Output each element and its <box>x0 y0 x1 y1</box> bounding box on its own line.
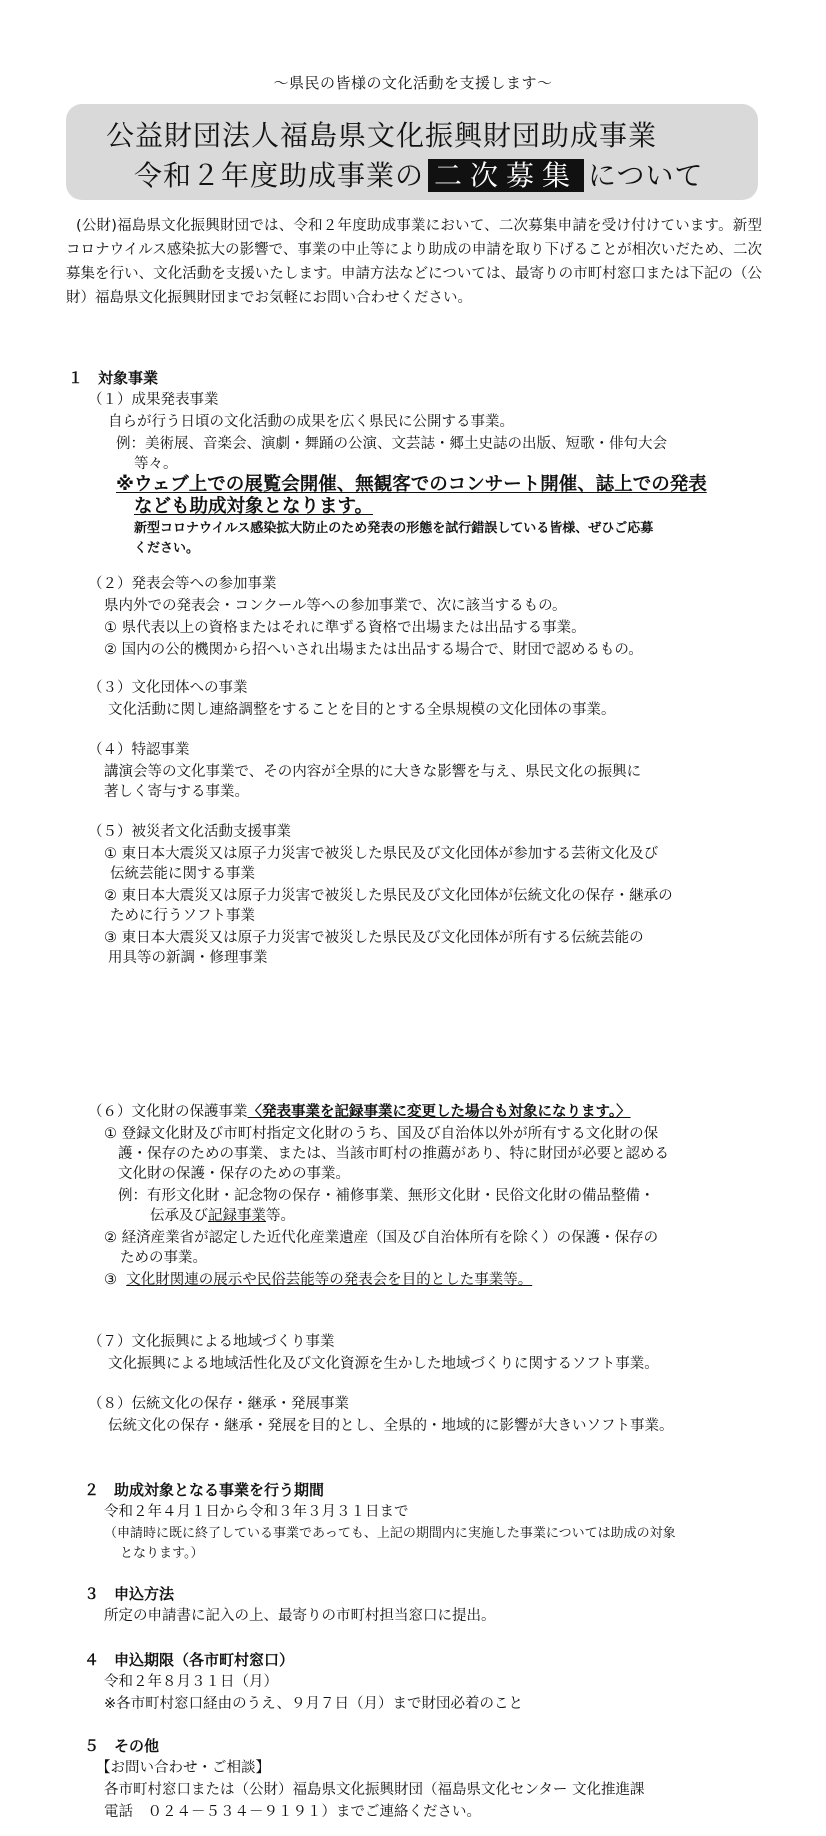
section-3-heading: ３ 申込方法 <box>84 1585 175 1603</box>
title-banner <box>66 104 758 200</box>
section-1-heading: １ 対象事業 <box>68 369 159 387</box>
item-5-sub-3: ③ 東日本大震災又は原子力災害で被災した県民及び文化団体が所有する伝統芸能の <box>104 930 644 946</box>
item-1-heading: （１）成果発表事業 <box>88 392 219 408</box>
title-line-1: 公益財団法人福島県文化振興財団助成事業 <box>106 119 658 152</box>
item-6-sub-1: ① 登録文化財及び市町村指定文化財のうち、国及び自治体以外が所有する文化財の保 <box>104 1126 659 1142</box>
item-6-sub-1-cont2: 文化財の保護・保存のための事業。 <box>118 1166 350 1182</box>
section-2-note-cont: となります。） <box>120 1546 204 1561</box>
item-5-heading: （５）被災者文化活動支援事業 <box>88 824 291 840</box>
item-6-example-underlined: 記録事業 <box>208 1208 266 1224</box>
section-2-note: （申請時に既に終了している事業であっても、上記の期間内に実施した事業については助成の対象 <box>104 1526 676 1541</box>
item-7-desc: 文化振興による地域活性化及び文化資源を生かした地域づくりに関するソフト事業。 <box>108 1356 659 1372</box>
item-2-heading: （２）発表会等への参加事業 <box>88 576 277 592</box>
item-4-desc-cont: 著しく寄与する事業。 <box>104 784 249 800</box>
item-5-sub-1-cont: 伝統芸能に関する事業 <box>110 866 255 882</box>
item-1-note: 新型コロナウイルス感染拡大防止のため発表の形態を試行錯誤している皆様、ぜひご応募 <box>134 521 654 536</box>
title-prefix: 令和２年度助成事業の <box>134 159 425 192</box>
item-2-desc: 県内外での発表会・コンクール等への参加事業で、次に該当するもの。 <box>104 598 567 614</box>
item-6-sub-3-text: 文化財関連の展示や民俗芸能等の発表会を目的とした事業等。 <box>126 1272 533 1288</box>
item-6-sub-3-number: ③ <box>104 1272 117 1288</box>
title-line-2 <box>134 154 703 194</box>
item-8-heading: （８）伝統文化の保存・継承・発展事業 <box>88 1396 349 1412</box>
section-4-heading: ４ 申込期限（各市町村窓口） <box>84 1651 295 1669</box>
item-1-note-cont: ください。 <box>134 541 200 556</box>
item-8-desc: 伝統文化の保存・継承・発展を目的とし、全県的・地域的に影響が大きいソフト事業。 <box>108 1418 674 1434</box>
item-4-heading: （４）特認事業 <box>88 742 190 758</box>
item-6-example-tail: 等。 <box>266 1208 295 1224</box>
item-1-desc: 自らが行う日頃の文化活動の成果を広く県民に公開する事業。 <box>108 414 514 430</box>
section-4-deadline: 令和２年８月３１日（月） <box>104 1674 278 1690</box>
item-6-sub-2-cont: ための事業。 <box>120 1250 207 1266</box>
item-2-sub-2: ② 国内の公的機関から招へいされ出場または出品する場合で、財団で認めるもの。 <box>104 642 643 658</box>
section-2-heading: ２ 助成対象となる事業を行う期間 <box>84 1481 325 1499</box>
item-3-heading: （３）文化団体への事業 <box>88 680 248 696</box>
title-suffix: について <box>588 159 704 192</box>
item-1-emphasis-cont: なども助成対象となります。 <box>134 496 374 517</box>
item-3-desc: 文化活動に関し連絡調整をすることを目的とする全県規模の文化団体の事業。 <box>108 702 616 718</box>
item-1-emphasis: ※ウェブ上での展覧会開催、無観客でのコンサート開催、誌上での発表 <box>116 474 707 495</box>
item-1-example: 例：美術展、音楽会、演劇・舞踊の公演、文芸誌・郷土史誌の出版、短歌・俳句大会 <box>116 436 667 452</box>
item-6-sub-3 <box>104 1270 532 1290</box>
item-7-heading: （７）文化振興による地域づくり事業 <box>88 1334 335 1350</box>
section-5-heading: ５ その他 <box>84 1737 160 1755</box>
contact-text: 各市町村窓口または（公財）福島県文化振興財団（福島県文化センター 文化推進課 <box>104 1782 645 1798</box>
contact-heading: 【お問い合わせ・ご相談】 <box>96 1760 270 1776</box>
item-6-example-cont <box>150 1206 295 1226</box>
item-6-heading-text: （６）文化財の保護事業 <box>88 1104 248 1120</box>
tagline: ～県民の皆様の文化活動を支援します～ <box>273 74 553 92</box>
item-6-example-plain: 伝承及び <box>150 1208 208 1224</box>
item-4-desc: 講演会等の文化事業で、その内容が全県的に大きな影響を与え、県民文化の振興に <box>104 764 642 780</box>
item-6-heading <box>88 1102 631 1122</box>
item-6-sub-1-cont: 護・保存のための事業、または、当該市町村の推薦があり、特に財団が必要と認める <box>118 1146 669 1162</box>
title-highlight-second-call: 二次募集 <box>428 159 584 192</box>
item-5-sub-3-cont: 用具等の新調・修理事業 <box>108 950 268 966</box>
item-6-heading-note: 〈発表事業を記録事業に変更した場合も対象になります。〉 <box>247 1104 631 1120</box>
contact-phone: 電話 ０２４－５３４－９１９１）までご連絡ください。 <box>104 1804 481 1820</box>
item-5-sub-2: ② 東日本大震災又は原子力災害で被災した県民及び文化団体が伝統文化の保存・継承の <box>104 888 673 904</box>
item-5-sub-2-cont: ために行うソフト事業 <box>110 908 255 924</box>
item-1-example-cont: 等々。 <box>134 456 178 472</box>
intro-paragraph: (公財)福島県文化振興財団では、令和２年度助成事業において、二次募集申請を受け付けています。新型コロナウイルス感染拡大の影響で、事業の中止等により助成の申請を取り下げることが相次いだため、二次募集を行い、文化活動を支援いたします。申請方法などについては、最寄りの市町村窓口または下記の（公財）福島県文化振興財団までお気軽にお問い合わせください。 <box>66 218 762 306</box>
section-2-period: 令和２年４月１日から令和３年３月３１日まで <box>104 1504 409 1520</box>
item-6-sub-2: ② 経済産業省が認定した近代化産業遺産（国及び自治体所有を除く）の保護・保存の <box>104 1230 659 1246</box>
section-3-text: 所定の申請書に記入の上、最寄りの市町村担当窓口に提出。 <box>104 1608 496 1624</box>
section-4-note: ※各市町村窓口経由のうえ、９月７日（月）まで財団必着のこと <box>104 1696 524 1712</box>
item-2-sub-1: ① 県代表以上の資格またはそれに準ずる資格で出場または出品する事業。 <box>104 620 586 636</box>
item-5-sub-1: ① 東日本大震災又は原子力災害で被災した県民及び文化団体が参加する芸術文化及び <box>104 846 659 862</box>
item-6-example: 例：有形文化財・記念物の保存・補修事業、無形文化財・民俗文化財の備品整備・ <box>118 1188 655 1204</box>
